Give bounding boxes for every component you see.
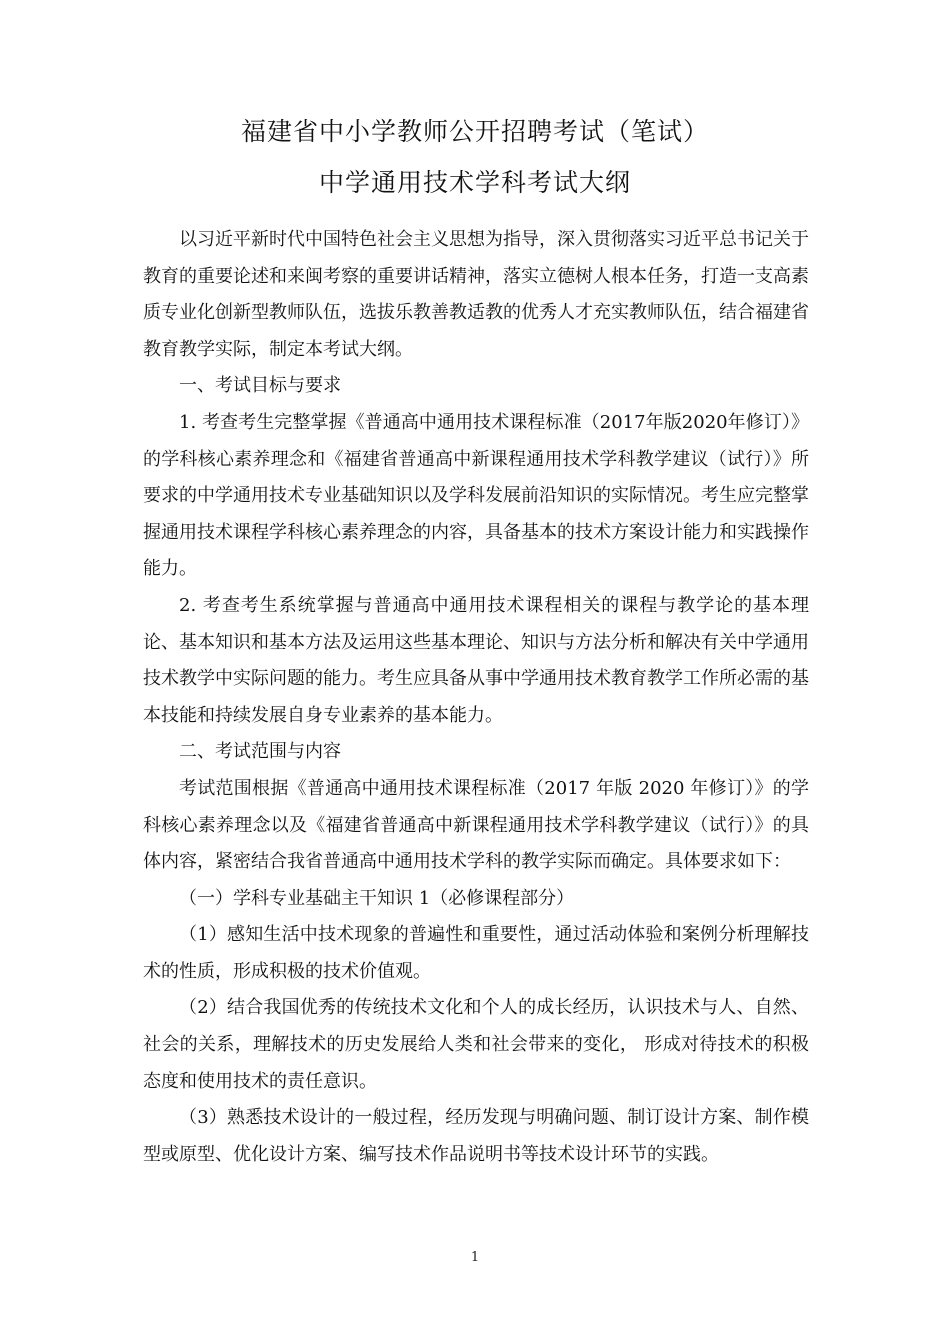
section-heading-1: 一、考试目标与要求: [179, 375, 341, 397]
paragraph-item-3: （3）熟悉技术设计的一般过程，经历发现与明确问题、制订设计方案、制作模型或原型、优化设计方案、编写技术作品说明书等技术设计环节的实践。: [143, 1107, 809, 1165]
document-title-line1: 福建省中小学教师公开招聘考试（笔试）: [240, 117, 709, 146]
document-title-line2: 中学通用技术学科考试大纲: [318, 168, 631, 197]
paragraph-objective-2: 2. 考查考生系统掌握与普通高中通用技术课程相关的课程与教学论的基本理论、基本知识和基本方法及运用这些基本理论、知识与方法分析和解决有关中学通用技术教学中实际问题的能力。考生应具备从事中学通用技术教育教学工作所必需的基本技能和持续发展自身专业素养的基本能力。: [143, 594, 809, 726]
paragraph-objective-1: 1. 考查考生完整掌握《普通高中通用技术课程标准（2017年版2020年修订）》的学科核心素养理念和《福建省普通高中新课程通用技术学科教学建议（试行）》所要求的中学通用技术专业基础知识以及学科发展前沿知识的实际情况。考生应完整掌握通用技术课程学科核心素养理念的内容，具备基本的技术方案设计能力和实践操作能力。: [143, 411, 809, 580]
section-heading-2: 二、考试范围与内容: [179, 741, 341, 763]
page-number: 1: [470, 1250, 480, 1265]
paragraph-item-1: （1）感知生活中技术现象的普遍性和重要性，通过活动体验和案例分析理解技术的性质，形成积极的技术价值观。: [143, 924, 809, 982]
intro-paragraph: 以习近平新时代中国特色社会主义思想为指导，深入贯彻落实习近平总书记关于教育的重要论述和来闽考察的重要讲话精神，落实立德树人根本任务，打造一支高素质专业化创新型教师队伍，选拔乐教善教适教的优秀人才充实教师队伍，结合福建省教育教学实际，制定本考试大纲。: [143, 229, 809, 360]
subsection-heading-1: （一）学科专业基础主干知识 1（必修课程部分）: [179, 887, 575, 909]
paragraph-scope: 考试范围根据《普通高中通用技术课程标准（2017 年版 2020 年修订）》的学科核心素养理念以及《福建省普通高中新课程通用技术学科教学建议（试行）》的具体内容，紧密结合我省普通高中通用技术学科的教学实际而确定。具体要求如下：: [143, 777, 809, 873]
paragraph-item-2: （2）结合我国优秀的传统技术文化和个人的成长经历，认识技术与人、自然、社会的关系，理解技术的历史发展给人类和社会带来的变化， 形成对待技术的积极态度和使用技术的责任意识。: [143, 997, 809, 1092]
document-body: [143, 222, 809, 1173]
